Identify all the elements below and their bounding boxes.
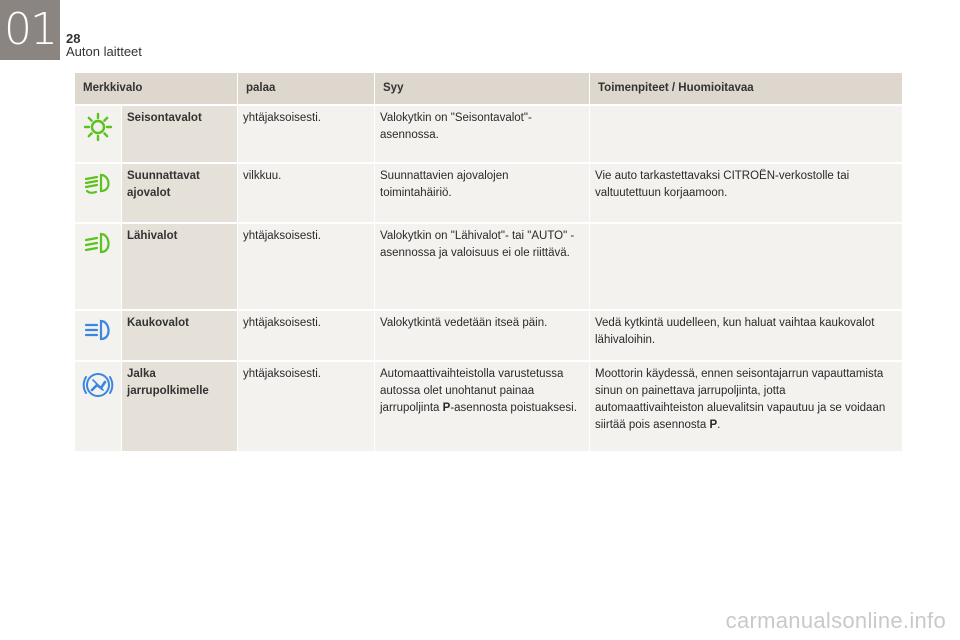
chapter-tab [0, 0, 60, 60]
directional-headlights-icon [82, 170, 114, 196]
indicator-state: vilkkuu. [238, 164, 375, 224]
table-row [75, 164, 903, 224]
sidelights-icon [83, 112, 113, 142]
main-beam-icon [82, 317, 114, 343]
indicator-action: Vie auto tarkastettavaksi CITROËN-verkostolle tai valtuutettuun korjaamoon. [590, 164, 903, 224]
foot-on-brake-icon [81, 368, 115, 402]
indicator-state: yhtäjaksoisesti. [238, 362, 375, 453]
table-row [75, 224, 903, 311]
indicator-name: Kaukovalot [122, 311, 238, 362]
indicator-name: Jalka jarrupolkimelle [122, 362, 238, 453]
chapter-number: 01 [4, 4, 56, 55]
column-header-indicator: Merkkivalo [75, 73, 238, 106]
table-row [75, 362, 903, 453]
indicator-name: Seisontavalot [122, 106, 238, 164]
indicator-action: Vedä kytkintä uudelleen, kun haluat vaihtaa kaukovalot lähivaloihin. [590, 311, 903, 362]
table-row [75, 311, 903, 362]
indicator-cause: Valokytkin on "Lähivalot"- tai "AUTO" -asennossa ja valoisuus ei ole riittävä. [375, 224, 590, 311]
column-header-action: Toimenpiteet / Huomioitavaa [590, 73, 903, 106]
indicator-name: Lähivalot [122, 224, 238, 311]
indicator-cause: Valokytkintä vedetään itseä päin. [375, 311, 590, 362]
column-header-state: palaa [238, 73, 375, 106]
indicator-cause: Valokytkin on "Seisontavalot"-asennossa. [375, 106, 590, 164]
indicator-cause: Suunnattavien ajovalojen toimintahäiriö. [375, 164, 590, 224]
indicator-state: yhtäjaksoisesti. [238, 224, 375, 311]
indicator-cause: Automaattivaihteistolla varustetussa autossa olet unohtanut painaa jarrupoljinta P-asennosta poistuaksesi. [375, 362, 590, 453]
table-row [75, 106, 903, 164]
indicator-state: yhtäjaksoisesti. [238, 311, 375, 362]
warning-lights-table [75, 73, 903, 453]
dipped-beam-icon [82, 230, 114, 256]
watermark: carmanualsonline.info [725, 608, 946, 633]
indicator-action [590, 224, 903, 311]
indicator-action [590, 106, 903, 164]
page-number: 28 [66, 31, 81, 46]
section-title: Auton laitteet [66, 44, 142, 59]
table-header-row [75, 73, 903, 106]
indicator-state: yhtäjaksoisesti. [238, 106, 375, 164]
column-header-cause: Syy [375, 73, 590, 106]
indicator-action: Moottorin käydessä, ennen seisontajarrun vapauttamista sinun on painettava jarrupoljinta, jotta automaattivaihteiston aluevalitsin vapautuu ja se voidaan siirtää pois asennosta P. [590, 362, 903, 453]
indicator-name: Suunnattavat ajovalot [122, 164, 238, 224]
